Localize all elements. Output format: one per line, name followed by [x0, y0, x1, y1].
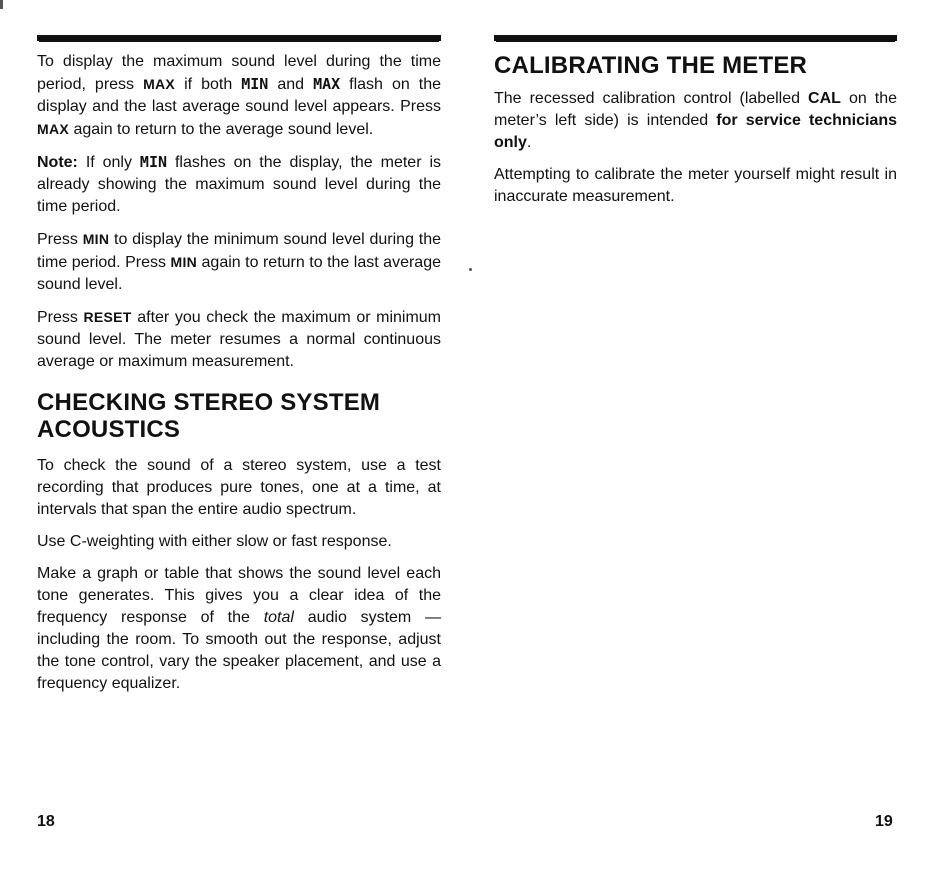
text: flashes on the display, the meter is already showing the maximum sound level during the time period.: [37, 154, 442, 215]
text: on the meter’s left side) is intended: [494, 90, 897, 129]
paragraph-attempting: Attempting to calibrate the meter yourself might result in inaccurate measurement.: [494, 166, 897, 205]
scan-speck: [0, 0, 3, 9]
right-page: [494, 35, 897, 218]
key-label-min: MIN: [82, 231, 110, 247]
display-label-min: MIN: [139, 153, 168, 171]
text: Make a graph or table that shows the sound level each tone generates. This gives you a clear idea of the frequency response of the: [37, 565, 441, 626]
paragraph-test-recording: To check the sound of a stereo system, use a test recording that produces pure tones, one at a time, at intervals that span the entire audio spectrum.: [37, 457, 441, 518]
text: flash on the display and the last average sound level appears. Press: [37, 76, 442, 115]
paragraph-graph-table: [37, 563, 441, 695]
top-rule-left: [37, 35, 441, 41]
text: if both: [175, 76, 242, 93]
note-label: Note:: [37, 154, 78, 171]
text: .: [526, 134, 532, 151]
section-heading-calibrating: CALIBRATING THE METER: [494, 52, 808, 79]
label-cal: CAL: [808, 90, 841, 107]
text: to display the minimum sound level during the time period. Press: [37, 231, 442, 271]
paragraph-note: [37, 151, 441, 218]
paragraph-calibration-control: [494, 88, 897, 154]
key-label-max: MAX: [143, 76, 176, 92]
page-number-left: 18: [37, 813, 55, 830]
display-label-max: MAX: [313, 75, 341, 93]
text: The recessed calibration control (labelled: [494, 90, 809, 107]
top-rule-right: [494, 35, 897, 41]
text: Press: [37, 231, 83, 248]
paragraph-c-weighting: Use C-weighting with either slow or fast response.: [37, 533, 392, 550]
text: audio system — including the room. To smooth out the response, adjust the tone control, vary the speaker placement, and use a frequency equalizer.: [37, 609, 442, 692]
text: again to return to the average sound level.: [69, 121, 374, 138]
scan-speck: [469, 268, 472, 271]
text: If only: [77, 154, 140, 171]
page-number-right: 19: [875, 813, 893, 830]
text: after you check the maximum or minimum sound level. The meter resumes a normal continuous average or maximum measurement.: [37, 309, 442, 370]
key-label-reset: RESET: [83, 309, 132, 325]
text: To display the maximum sound level during the time period, press: [37, 53, 441, 93]
key-label-min: MIN: [170, 254, 198, 270]
left-page: [37, 35, 441, 705]
emphasis-total: total: [263, 609, 294, 626]
paragraph-max-display: [37, 51, 441, 141]
paragraph-min-display: [37, 228, 441, 296]
emphasis-service-only: for service technicians only: [494, 112, 898, 151]
section-heading-stereo: CHECKING STEREO SYSTEM ACOUSTICS: [37, 389, 381, 443]
key-label-max: MAX: [37, 121, 70, 137]
display-label-min: MIN: [241, 75, 269, 93]
text: again to return to the last average sound level.: [37, 254, 441, 293]
paragraph-reset: [37, 306, 441, 373]
text: and: [268, 76, 314, 93]
text: Press: [37, 309, 84, 326]
